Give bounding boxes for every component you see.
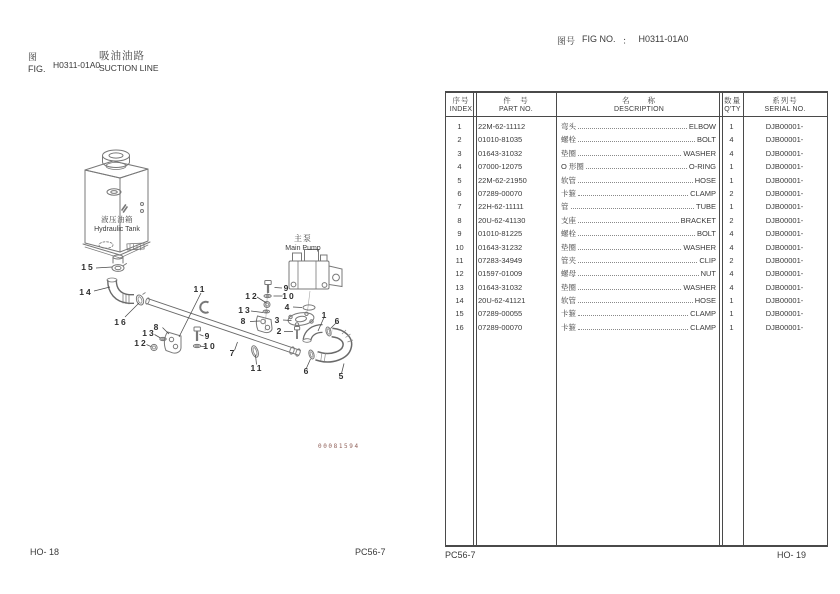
cell-description xyxy=(556,307,721,320)
part-callout: 10 xyxy=(203,341,217,351)
cell-description xyxy=(556,200,721,213)
part-callout: 5 xyxy=(338,371,346,381)
cell-qty: 2 xyxy=(729,188,734,198)
description-en: WASHER xyxy=(683,282,716,292)
part-callout: 6 xyxy=(303,366,311,376)
cell-index: 4 xyxy=(457,162,462,172)
column-header-part-no xyxy=(476,93,556,117)
figure-number: H0311-01A0 xyxy=(53,60,101,70)
page-title xyxy=(99,50,159,74)
description-en: CLAMP xyxy=(690,322,716,332)
part-callout: 8 xyxy=(153,322,161,332)
table-row xyxy=(446,120,827,133)
description-en: BOLT xyxy=(696,135,716,145)
table-row xyxy=(446,321,827,334)
description-cn: 软管 xyxy=(561,175,576,185)
part-callout: 2 xyxy=(276,326,284,336)
dotted-leader xyxy=(578,300,693,303)
hydraulic-tank-label-cn: 液压油箱 xyxy=(101,215,133,224)
cell-serial: DJB00001- xyxy=(765,269,804,279)
part-callout: 6 xyxy=(334,316,342,326)
description-en: WASHER xyxy=(683,242,716,252)
page-title-cn: 吸油油路 xyxy=(99,50,145,62)
cell-serial: DJB00001- xyxy=(765,148,804,158)
dotted-leader xyxy=(578,327,688,330)
part-callout: 12 xyxy=(134,338,148,348)
cell-description xyxy=(556,227,721,240)
cell-serial: DJB00001- xyxy=(765,309,804,319)
table-row xyxy=(446,147,827,160)
cell-description xyxy=(556,241,721,254)
cell-serial: DJB00001- xyxy=(765,162,804,172)
cell-part-no: 01010-81035 xyxy=(478,135,523,145)
dotted-leader xyxy=(586,166,687,169)
cell-part-no: 07289-00070 xyxy=(478,188,523,198)
description-en: HOSE xyxy=(694,296,716,306)
part-callout: 3 xyxy=(274,315,282,325)
cell-description xyxy=(556,133,721,146)
footer-doc-left: PC56-7 xyxy=(355,547,386,557)
table-row xyxy=(446,187,827,200)
description-cn: 管 xyxy=(561,202,569,212)
description-en: ELBOW xyxy=(688,122,716,131)
footer-page-left: HO- 18 xyxy=(30,547,60,557)
part-callout: 4 xyxy=(284,302,292,312)
dotted-leader xyxy=(578,247,681,250)
fig-no-header-en: FIG NO. xyxy=(582,34,616,44)
cell-serial: DJB00001- xyxy=(765,135,804,145)
table-row xyxy=(446,133,827,146)
cell-index: 12 xyxy=(455,269,464,279)
main-pump-label xyxy=(268,234,338,253)
footer-page-right: HO- 19 xyxy=(777,550,807,560)
dotted-leader xyxy=(578,233,695,236)
main-pump-label-cn: 主泵 xyxy=(294,234,312,243)
fig-no-header-value: H0311-01A0 xyxy=(638,34,689,44)
description-cn: 螺栓 xyxy=(561,135,576,145)
cell-part-no: 07289-00055 xyxy=(478,309,523,319)
cell-description xyxy=(556,321,721,334)
cell-description xyxy=(556,147,721,160)
table-row xyxy=(446,160,827,173)
dotted-leader xyxy=(578,180,693,183)
part-callout: 7 xyxy=(229,348,237,358)
description-cn: 支座 xyxy=(561,215,576,225)
table-row xyxy=(446,267,827,280)
table-row xyxy=(446,227,827,240)
description-en: CLIP xyxy=(699,255,716,265)
dotted-leader xyxy=(578,273,699,276)
column-header-serial-no-cn: 系列号 xyxy=(772,96,798,105)
drawing-number: 00081594 xyxy=(318,443,360,450)
part-callout: 12 xyxy=(245,291,259,301)
cell-qty: 1 xyxy=(729,202,734,212)
cell-qty: 4 xyxy=(729,148,734,158)
parts-diagram xyxy=(30,135,410,475)
cell-part-no: 01597-01009 xyxy=(478,269,523,279)
fig-label xyxy=(28,51,46,75)
description-en: BRACKET xyxy=(680,215,716,225)
cell-index: 13 xyxy=(455,282,464,292)
cell-index: 14 xyxy=(455,296,464,306)
cell-qty: 2 xyxy=(729,215,734,225)
dotted-leader xyxy=(578,139,695,142)
cell-qty: 1 xyxy=(729,296,734,306)
cell-description xyxy=(556,120,721,133)
cell-qty: 1 xyxy=(729,322,734,332)
fig-no-header-colon: ： xyxy=(622,36,632,46)
cell-part-no: 07283-34949 xyxy=(478,255,523,265)
cell-part-no: 01010-81225 xyxy=(478,229,523,239)
cell-part-no: 07289-00070 xyxy=(478,322,523,332)
dotted-leader xyxy=(571,206,694,209)
cell-serial: DJB00001- xyxy=(765,229,804,239)
cell-part-no: 22H-62-11111 xyxy=(478,202,524,212)
hydraulic-tank-label-en: Hydraulic Tank xyxy=(94,225,140,233)
cell-serial: DJB00001- xyxy=(765,282,804,292)
part-callout: 16 xyxy=(114,317,128,327)
column-header-description-cn: 名 称 xyxy=(622,96,656,105)
dotted-leader xyxy=(578,153,681,156)
cell-serial: DJB00001- xyxy=(765,202,804,212)
description-cn: 垫圈 xyxy=(561,148,576,158)
cell-index: 9 xyxy=(457,229,462,239)
cell-index: 15 xyxy=(455,309,464,319)
part-callout: 14 xyxy=(79,287,93,297)
cell-qty: 4 xyxy=(729,135,734,145)
cell-index: 7 xyxy=(457,202,462,212)
part-callout: 9 xyxy=(204,331,212,341)
part-callout: 8 xyxy=(240,316,248,326)
cell-qty: 1 xyxy=(729,175,734,185)
cell-qty: 4 xyxy=(729,269,734,279)
cell-qty: 2 xyxy=(729,255,734,265)
cell-description xyxy=(556,214,721,227)
footer-doc-right: PC56-7 xyxy=(445,550,476,560)
table-header xyxy=(446,93,827,117)
cell-description xyxy=(556,254,721,267)
cell-part-no: 22M-62-11112 xyxy=(478,122,526,131)
description-en: BOLT xyxy=(696,229,716,239)
part-callout: 11 xyxy=(193,284,207,294)
part-callout: 10 xyxy=(282,291,296,301)
table-row xyxy=(446,200,827,213)
cell-qty: 4 xyxy=(729,242,734,252)
dotted-leader xyxy=(578,126,687,129)
fig-label-cn: 图 xyxy=(28,52,38,62)
cell-serial: DJB00001- xyxy=(765,322,804,332)
table-row xyxy=(446,294,827,307)
cell-index: 10 xyxy=(455,242,464,252)
cell-qty: 4 xyxy=(729,282,734,292)
page-title-en: SUCTION LINE xyxy=(99,63,159,73)
table-row xyxy=(446,174,827,187)
dotted-leader xyxy=(578,260,697,263)
cell-part-no: 01643-31032 xyxy=(478,282,523,292)
dotted-leader xyxy=(578,287,681,290)
cell-description xyxy=(556,160,721,173)
part-callout: 13 xyxy=(238,305,252,315)
cell-description xyxy=(556,267,721,280)
cell-description xyxy=(556,294,721,307)
column-header-part-no-cn: 件 号 xyxy=(503,96,529,105)
parts-table xyxy=(445,91,828,547)
column-header-index-cn: 序号 xyxy=(452,96,470,105)
description-cn: 垫圈 xyxy=(561,282,576,292)
cell-serial: DJB00001- xyxy=(765,215,804,225)
cell-serial: DJB00001- xyxy=(765,188,804,198)
description-en: CLAMP xyxy=(690,188,716,198)
cell-qty: 1 xyxy=(729,122,734,131)
description-cn: 卡箍 xyxy=(561,188,576,198)
part-callout: 9 xyxy=(283,283,291,293)
column-header-qty xyxy=(722,93,743,117)
cell-description xyxy=(556,174,721,187)
part-callout: 13 xyxy=(142,328,156,338)
description-cn: 螺母 xyxy=(561,269,576,279)
cell-part-no: 07000-12075 xyxy=(478,162,523,172)
cell-serial: DJB00001- xyxy=(765,255,804,265)
fig-no-header-cn: 图号 xyxy=(557,36,576,46)
description-en: O-RING xyxy=(688,162,716,172)
cell-part-no: 01643-31232 xyxy=(478,242,523,252)
column-header-index xyxy=(446,93,476,117)
dotted-leader xyxy=(578,220,679,223)
description-cn: 垫圈 xyxy=(561,242,576,252)
cell-part-no: 01643-31032 xyxy=(478,148,523,158)
cell-qty: 4 xyxy=(729,229,734,239)
column-header-index-en: INDEX xyxy=(449,106,473,113)
column-header-description xyxy=(556,93,722,117)
table-row xyxy=(446,254,827,267)
column-header-description-en: DESCRIPTION xyxy=(613,106,665,113)
description-en: NUT xyxy=(700,269,716,279)
cell-description xyxy=(556,187,721,200)
parts-table-body xyxy=(446,120,827,334)
cell-index: 1 xyxy=(457,122,462,131)
main-pump-label-en: Main Pump xyxy=(285,245,321,252)
description-en: CLAMP xyxy=(690,309,716,319)
cell-index: 6 xyxy=(457,188,462,198)
dotted-leader xyxy=(578,193,688,196)
cell-serial: DJB00001- xyxy=(765,296,804,306)
description-cn: 卡箍 xyxy=(561,309,576,319)
column-header-qty-en: Q'TY xyxy=(724,106,741,113)
description-cn: O 形圈 xyxy=(561,162,584,172)
column-header-serial-no xyxy=(743,93,827,117)
description-cn: 软管 xyxy=(561,296,576,306)
part-callout: 15 xyxy=(81,262,95,272)
fig-no-header xyxy=(557,34,688,47)
part-callout: 11 xyxy=(250,363,264,373)
cell-index: 8 xyxy=(457,215,462,225)
description-cn: 螺栓 xyxy=(561,229,576,239)
description-cn: 管夹 xyxy=(561,255,576,265)
table-row xyxy=(446,214,827,227)
description-en: HOSE xyxy=(694,175,716,185)
cell-index: 11 xyxy=(455,255,464,265)
cell-description xyxy=(556,281,721,294)
description-cn: 弯头 xyxy=(561,122,576,131)
cell-serial: DJB00001- xyxy=(765,175,804,185)
description-en: WASHER xyxy=(683,148,716,158)
fig-label-en: FIG. xyxy=(28,64,46,74)
cell-index: 3 xyxy=(457,148,462,158)
dotted-leader xyxy=(578,313,688,316)
column-header-part-no-en: PART NO. xyxy=(499,106,533,113)
cell-part-no: 20U-62-41130 xyxy=(478,215,526,225)
column-header-qty-cn: 数量 xyxy=(724,96,741,105)
column-header-serial-no-en: SERIAL NO. xyxy=(764,106,806,113)
cell-qty: 1 xyxy=(729,309,734,319)
cell-qty: 1 xyxy=(729,162,734,172)
cell-serial: DJB00001- xyxy=(765,122,804,131)
cell-index: 5 xyxy=(457,175,462,185)
table-row xyxy=(446,241,827,254)
cell-serial: DJB00001- xyxy=(765,242,804,252)
description-en: TUBE xyxy=(695,202,716,212)
cell-index: 2 xyxy=(457,135,462,145)
hydraulic-tank-label xyxy=(87,215,147,234)
cell-part-no: 22M-62-21950 xyxy=(478,175,527,185)
table-row xyxy=(446,281,827,294)
description-cn: 卡箍 xyxy=(561,322,576,332)
table-row xyxy=(446,307,827,320)
cell-index: 16 xyxy=(455,322,464,332)
cell-part-no: 20U-62-41121 xyxy=(478,296,526,306)
part-callout: 1 xyxy=(321,310,329,320)
